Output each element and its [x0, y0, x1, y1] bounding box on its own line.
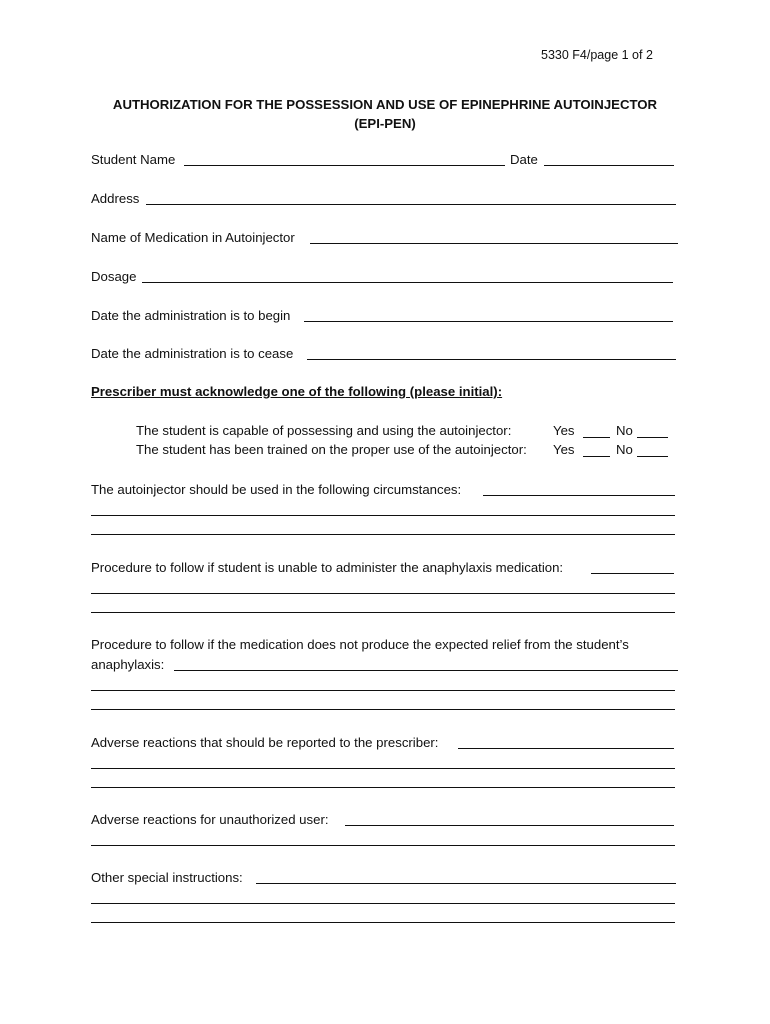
adverse-prescriber-field[interactable] — [91, 787, 675, 788]
date-label: Date — [510, 152, 538, 167]
begin-date-field[interactable] — [304, 321, 673, 322]
yes-label: Yes — [553, 423, 575, 438]
unable-procedure-label: Procedure to follow if student is unable to administer the anaphylaxis medication: — [91, 560, 564, 575]
trained-no-field[interactable] — [637, 456, 668, 457]
title-line-1: AUTHORIZATION FOR THE POSSESSION AND USE OF EPINEPHRINE AUTOINJECTOR — [112, 97, 658, 112]
no-relief-label: Procedure to follow if the medication does not produce the expected relief from the student’s — [91, 637, 629, 652]
unable-procedure-field[interactable] — [91, 593, 675, 594]
adverse-prescriber-field[interactable] — [458, 748, 674, 749]
circumstances-field[interactable] — [483, 495, 675, 496]
circumstances-label: The autoinjector should be used in the following circumstances: — [91, 482, 462, 497]
cease-date-label: Date the administration is to cease — [91, 346, 294, 361]
title-line-2: (EPI-PEN) — [354, 116, 416, 131]
unable-procedure-field[interactable] — [591, 573, 674, 574]
question-capable: The student is capable of possessing and using the autoinjector: — [136, 423, 512, 438]
no-label: No — [616, 423, 633, 438]
adverse-prescriber-field[interactable] — [91, 768, 675, 769]
trained-yes-field[interactable] — [583, 456, 610, 457]
adverse-unauthorized-field[interactable] — [345, 825, 674, 826]
capable-yes-field[interactable] — [583, 437, 610, 438]
yes-label: Yes — [553, 442, 575, 457]
other-instructions-field[interactable] — [91, 922, 675, 923]
address-label: Address — [91, 191, 140, 206]
dosage-field[interactable] — [142, 282, 673, 283]
no-label: No — [616, 442, 633, 457]
no-relief-label-cont: anaphylaxis: — [91, 657, 165, 672]
other-instructions-field[interactable] — [256, 883, 676, 884]
unable-procedure-field[interactable] — [91, 612, 675, 613]
adverse-prescriber-label: Adverse reactions that should be reported to the prescriber: — [91, 735, 439, 750]
other-instructions-label: Other special instructions: — [91, 870, 243, 885]
address-field[interactable] — [146, 204, 676, 205]
dosage-label: Dosage — [91, 269, 137, 284]
no-relief-field[interactable] — [91, 690, 675, 691]
question-trained: The student has been trained on the proper use of the autoinjector: — [136, 442, 527, 457]
student-name-field[interactable] — [184, 165, 505, 166]
acknowledge-heading: Prescriber must acknowledge one of the following (please initial): — [91, 384, 503, 399]
circumstances-field[interactable] — [91, 515, 675, 516]
no-relief-field[interactable] — [174, 670, 678, 671]
no-relief-field[interactable] — [91, 709, 675, 710]
adverse-unauthorized-field[interactable] — [91, 845, 675, 846]
page-number: 5330 F4/page 1 of 2 — [541, 48, 653, 62]
cease-date-field[interactable] — [307, 359, 676, 360]
capable-no-field[interactable] — [637, 437, 668, 438]
circumstances-field[interactable] — [91, 534, 675, 535]
other-instructions-field[interactable] — [91, 903, 675, 904]
begin-date-label: Date the administration is to begin — [91, 308, 291, 323]
medication-label: Name of Medication in Autoinjector — [91, 230, 295, 245]
medication-field[interactable] — [310, 243, 678, 244]
date-field[interactable] — [544, 165, 674, 166]
student-name-label: Student Name — [91, 152, 176, 167]
adverse-unauthorized-label: Adverse reactions for unauthorized user: — [91, 812, 329, 827]
form-title — [0, 95, 770, 133]
